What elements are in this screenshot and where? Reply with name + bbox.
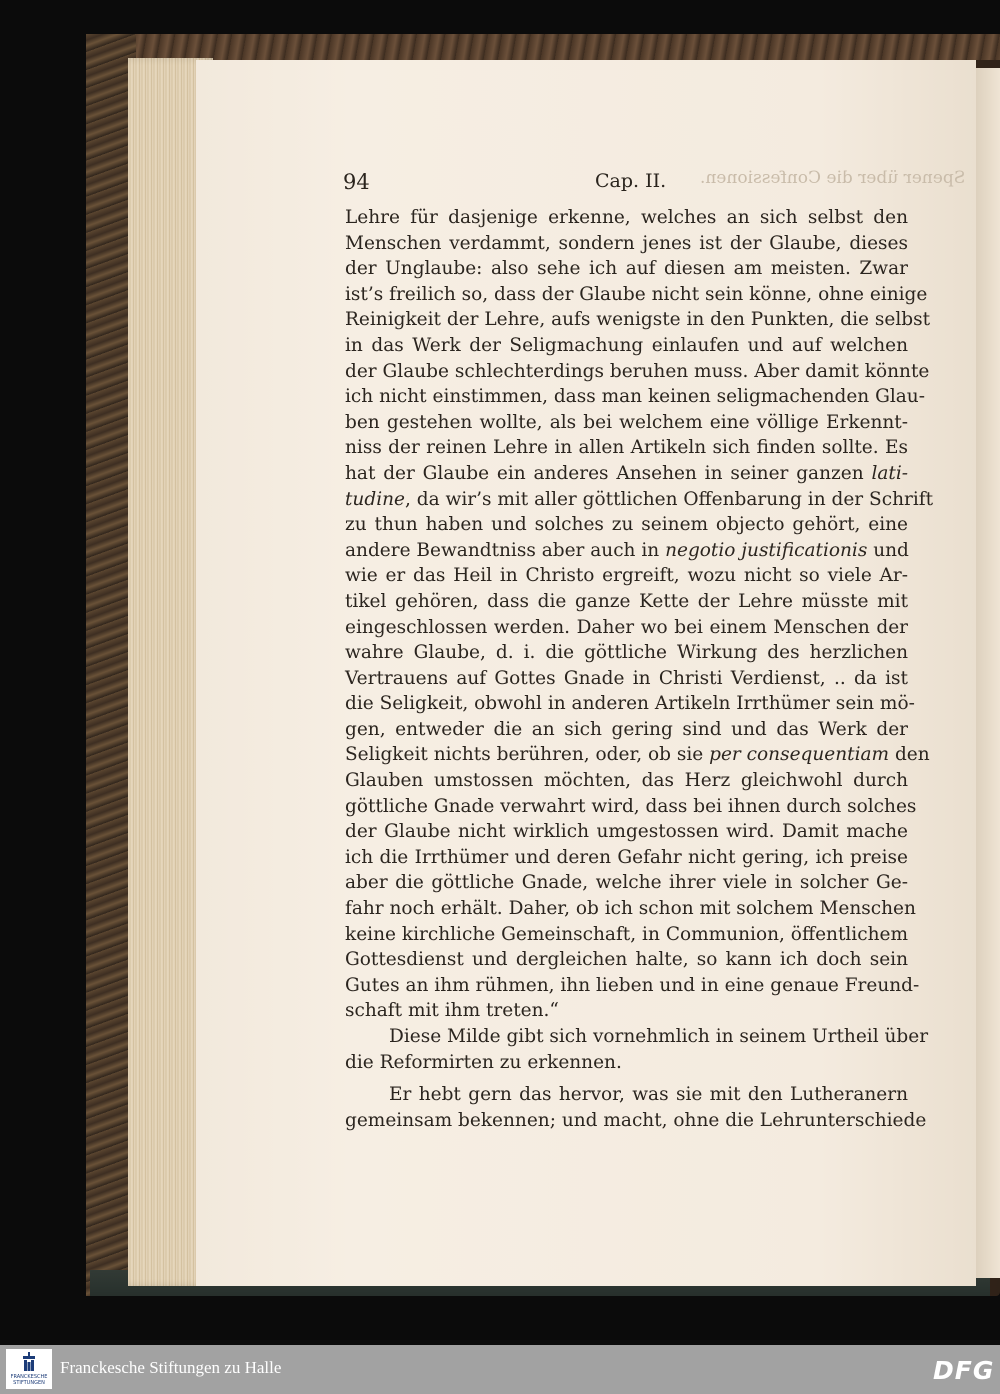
text-line: ist’s freilich so, dass der Glaube nicht sein könne, ohne einige (345, 283, 928, 305)
text-line: ich nicht einstimmen, dass man keinen seligmachenden Glau- (345, 386, 925, 408)
institution-emblem-icon (22, 1352, 36, 1372)
text-line: Lehre für dasjenige erkenne, welches an sich selbst den (345, 207, 908, 228)
text-line: Gottesdienst und dergleichen halte, so kann ich doch sein (345, 949, 908, 971)
text-line: wie er das Heil in Christo ergreift, wozu nicht so viele Ar- (345, 565, 908, 587)
text-line: der Unglaube: also sehe ich auf diesen am meisten. Zwar (345, 258, 908, 280)
text-line: niss der reinen Lehre in allen Artikeln sich finden sollte. Es (345, 437, 908, 459)
text-line: gen, entweder die an sich gering sind und das Werk der (345, 718, 908, 740)
text-line: der Glaube nicht wirklich umgestossen wird. Damit mache (345, 821, 908, 843)
franckesche-logo[interactable] (6, 1349, 52, 1389)
text-line: zu thun haben und solches zu seinem objecto gehört, eine (345, 514, 908, 536)
paragraph-start-line: Er hebt gern das hervor, was sie mit den Lutheranern (389, 1084, 908, 1106)
text-line: der Glaube schlechterdings beruhen muss. Aber damit könnte (345, 360, 930, 382)
text-line: die Reformirten zu erkennen. (345, 1051, 622, 1073)
text-line: die Seligkeit, obwohl in anderen Artikeln Irrthümer sein mö- (345, 693, 915, 715)
page-number: 94 (343, 170, 370, 194)
text-line: tudine, da wir’s mit aller göttlichen Offenbarung in der Schrift (345, 488, 934, 510)
text-line: Reinigkeit der Lehre, aufs wenigste in den Punkten, die selbst (345, 309, 931, 331)
text-line: eingeschlossen werden. Daher wo bei einem Menschen der (345, 616, 908, 638)
institution-name: Franckesche Stiftungen zu Halle (60, 1358, 282, 1377)
text-line: gemeinsam bekennen; und macht, ohne die Lehrunterschiede (345, 1109, 927, 1131)
text-line: ich die Irrthümer und deren Gefahr nicht gering, ich preise (345, 846, 908, 868)
body-text (345, 205, 934, 1133)
text-line: Menschen verdammt, sondern jenes ist der Glaube, dieses (345, 232, 908, 254)
text-line: keine kirchliche Gemeinschaft, in Communion, öffentlichem (345, 923, 908, 945)
text-line: in das Werk der Seligmachung einlaufen und auf welchen (345, 334, 908, 356)
text-line: aber die göttliche Gnade, welche ihrer viele in solcher Ge- (345, 872, 908, 894)
text-line: andere Bewandtniss aber auch in negotio justificationis und (345, 539, 909, 561)
text-line: schaft mit ihm treten.“ (345, 1000, 559, 1022)
cover-top-edge (90, 34, 1000, 60)
footer-bar (0, 1345, 1000, 1394)
text-line: wahre Glaube, d. i. die göttliche Wirkung des herzlichen (345, 642, 908, 664)
text-line: ben gestehen wollte, als bei welchem eine völlige Erkennt- (345, 411, 908, 433)
text-line: hat der Glaube ein anderes Ansehen in seiner ganzen lati- (345, 462, 908, 484)
text-line: Glauben umstossen möchten, das Herz gleichwohl durch (345, 770, 908, 792)
text-line: fahr noch erhält. Daher, ob ich schon mit solchem Menschen (345, 898, 916, 920)
dfg-logo[interactable]: DFG (933, 1356, 995, 1385)
text-line: Seligkeit nichts berühren, oder, ob sie per consequentiam den (345, 744, 930, 766)
text-line: göttliche Gnade verwahrt wird, dass bei ihnen durch solches (345, 795, 917, 817)
text-line: Vertrauens auf Gottes Gnade in Christi Verdienst, .. da ist (345, 667, 908, 689)
logo-text: FRANCKESCHE STIFTUNGEN (10, 1374, 48, 1386)
running-title: Cap. II. (595, 170, 667, 192)
text-line: Gutes an ihm rühmen, ihn lieben und in eine genaue Freund- (345, 974, 920, 996)
bleed-through-text: Spener über die Confessionen. (700, 168, 966, 188)
paragraph-start-line: Diese Milde gibt sich vornehmlich in seinem Urtheil über (389, 1026, 929, 1047)
text-line: tikel gehören, dass die ganze Kette der Lehre müsste mit (345, 590, 908, 612)
